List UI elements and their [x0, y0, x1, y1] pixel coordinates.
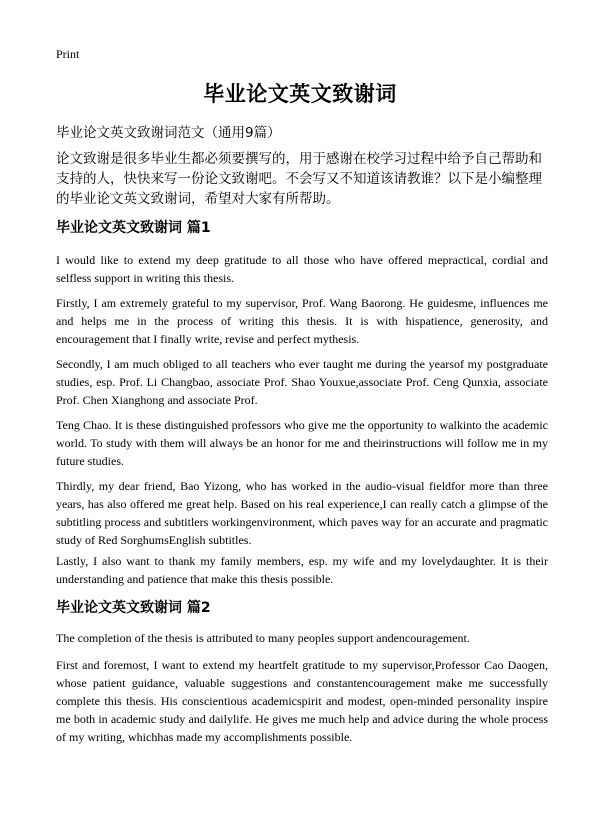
- section-2-paragraph-1: The completion of the thesis is attributed to many peoples support andencouragement.: [56, 631, 470, 645]
- print-link[interactable]: Print: [56, 47, 80, 61]
- page-subtitle: 毕业论文英文致谢词范文（通用9篇）: [56, 125, 281, 141]
- section-1-paragraph-1: I would like to extend my deep gratitude to all those who have offered mepractical, cordial and selfless support in writing this thesis.: [56, 253, 548, 285]
- page-title: 毕业论文英文致谢词: [203, 82, 397, 106]
- section-1-paragraph-6: Lastly, I also want to thank my family members, esp. my wife and my lovelydaughter. It is their understanding and patience that make this thesis possible.: [56, 554, 548, 586]
- section-heading-2: 毕业论文英文致谢词 篇2: [56, 600, 211, 616]
- section-1-paragraph-3: Secondly, I am much obliged to all teachers who ever taught me during the yearsof my postgraduate studies, esp. Prof. Li Changbao, associate Prof. Shao Youxue,associate Prof. Ceng Qunxia, associate Prof. Chen Xianghong and associate Prof.: [56, 357, 548, 407]
- section-1-paragraph-5: Thirdly, my dear friend, Bao Yizong, who has worked in the audio-visual fieldfor more than three years, has also offered me great help. Based on his real experience,I can really catch a glimpse of the subtitling process and subtitlers workingenvironment, which paves way for an accurate and pragmatic study of Red SorghumsEnglish subtitles.: [56, 479, 548, 547]
- section-1-paragraph-2: Firstly, I am extremely grateful to my supervisor, Prof. Wang Baorong. He guidesme, influences me and helps me in the process of writing this thesis. It is with hispatience, generosity, and encouragement that I finally write, revise and perfect mythesis.: [56, 296, 548, 346]
- intro-paragraph: 论文致谢是很多毕业生都必须要撰写的，用于感谢在校学习过程中给予自己帮助和支持的人，快快来写一份论文致谢吧。不会写又不知道该请教谁？以下是小编整理的毕业论文英文致谢词，希望对大家有所帮助。: [56, 151, 542, 207]
- section-1-paragraph-4: Teng Chao. It is these distinguished professors who give me the opportunity to walkinto the academic world. To study with them will always be an honor for me and theirinstructions will follow me in my future studies.: [56, 418, 548, 468]
- section-heading-1: 毕业论文英文致谢词 篇1: [56, 220, 211, 236]
- section-2-paragraph-2: First and foremost, I want to extend my heartfelt gratitude to my supervisor,Professor Cao Daogen, whose patient guidance, valuable suggestions and constantencouragement make me successfully complete this thesis. His conscientious academicspirit and modest, open-minded personality inspire me both in academic study and dailylife. He gives me much help and advice during the whole process of my writing, whichhas made my accomplishments possible.: [56, 658, 548, 744]
